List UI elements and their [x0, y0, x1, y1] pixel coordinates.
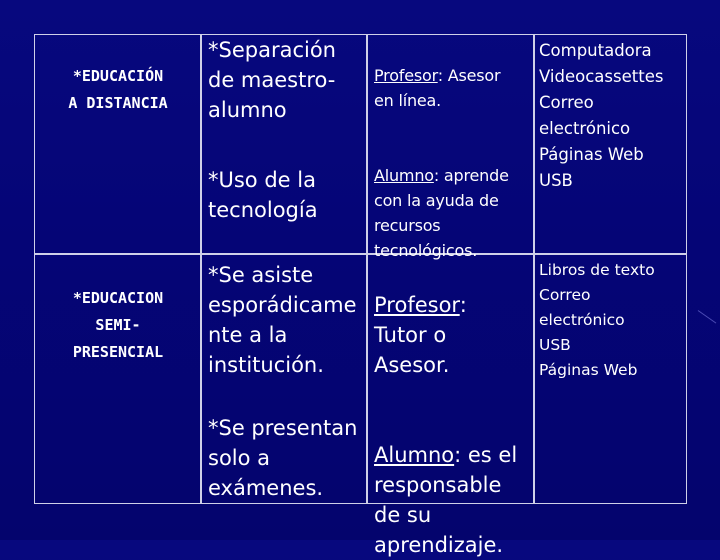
profesor-text: : Tutor o Asesor. [374, 293, 467, 377]
characteristic-attendance: *Se asiste esporádicame nte a la institución. [208, 263, 357, 377]
resource-item: Páginas Web [539, 361, 638, 379]
resources-semipresencial [539, 258, 687, 383]
resources-distance [539, 38, 687, 194]
roles-distance [374, 38, 534, 263]
decorative-line [698, 310, 717, 323]
profesor-text: : Asesor en línea. [374, 66, 501, 110]
characteristic-exams: *Se presentan solo a exámenes. [208, 416, 358, 500]
resource-item: USB [539, 336, 571, 354]
resource-item: electrónico [539, 119, 631, 138]
resource-item: USB [539, 171, 573, 190]
resource-item: electrónico [539, 311, 625, 329]
modality-distance: *EDUCACIÓN A DISTANCIA [68, 67, 168, 112]
roles-semipresencial [374, 260, 534, 560]
column-divider [200, 35, 202, 503]
resource-item: Videocassettes [539, 67, 664, 86]
characteristic-separation: *Separación de maestro- alumno [208, 38, 336, 122]
comparison-table [34, 34, 687, 557]
alumno-text: : aprende con la ayuda de recursos tecnológicos. [374, 166, 509, 260]
characteristic-technology: *Uso de la tecnología [208, 168, 318, 222]
resource-item: Libros de texto [539, 261, 655, 279]
resource-item: Páginas Web [539, 145, 644, 164]
alumno-label: Alumno [374, 443, 455, 467]
resource-item: Correo [539, 286, 591, 304]
profesor-label: Profesor [374, 66, 438, 85]
resource-item: Correo [539, 93, 594, 112]
alumno-label: Alumno [374, 166, 434, 185]
profesor-label: Profesor [374, 293, 460, 317]
row-divider [35, 253, 686, 255]
modality-semipresencial: *EDUCACION SEMI- PRESENCIAL [72, 289, 164, 361]
resource-item: Computadora [539, 41, 652, 60]
alumno-text: : es el responsable de su aprendizaje. [374, 443, 518, 557]
column-divider [366, 35, 368, 503]
